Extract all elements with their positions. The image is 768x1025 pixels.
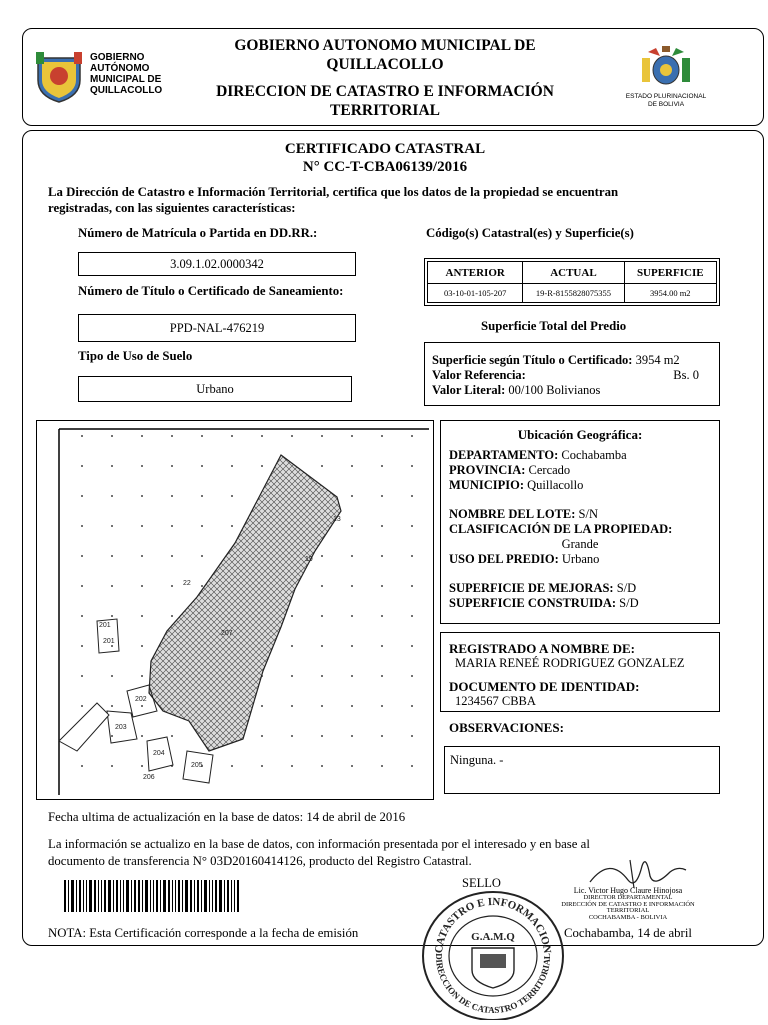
uso-value: Urbano (78, 376, 352, 402)
registro-doc-label: DOCUMENTO DE IDENTIDAD: (449, 679, 640, 694)
firma-line-1: Lic. Victor Hugo Claure Hinojosa (573, 886, 683, 895)
map-label-205: 205 (191, 762, 203, 769)
info-line-2: documento de transferencia N° 03D20160414126, producto del Registro Catastral. (48, 854, 472, 868)
matricula-label: Número de Matrícula o Partida en DD.RR.: (78, 226, 318, 240)
codes-actual: 19-R-8155828075355 (523, 284, 624, 303)
mejoras-value: S/D (616, 581, 637, 595)
header-title-1: GOBIERNO AUTONOMO MUNICIPAL DE (234, 37, 536, 54)
stamp-bottom-text: DIRECCION DE CATASTRO TERRITORIAL (433, 953, 553, 1016)
municipal-shield-icon (32, 48, 86, 104)
clasificacion-label: CLASIFICACIÓN DE LA PROPIEDAD: (449, 522, 673, 536)
superficie-box (424, 342, 720, 406)
superficie-titulo-label: Superficie según Título o Certificado: (432, 353, 633, 367)
intro-line-1: La Dirección de Catastro e Información Territorial, certifica que los datos de la propiedad se encuentran (48, 185, 619, 199)
superficie-literal-value: 00/100 Bolivianos (508, 383, 601, 397)
observaciones-box: Ninguna. - (444, 746, 720, 794)
uso-predio-value: Urbano (561, 552, 600, 566)
map-label-22: 22 (183, 580, 191, 587)
intro-line-2: registradas, con las siguientes características: (48, 201, 296, 215)
certificate-title: CERTIFICADO CATASTRAL (284, 141, 486, 157)
lote-label: NOMBRE DEL LOTE: (449, 507, 576, 521)
codes-header-superficie: SUPERFICIE (624, 262, 717, 284)
map-label-13: 13 (333, 516, 341, 523)
stamp-top-text: CATASTRO E INFORMACION (432, 895, 554, 954)
codes-header-anterior: ANTERIOR (428, 262, 523, 284)
firma-line-5: COCHABAMBA - BOLIVIA (588, 913, 668, 921)
titulo-value: PPD-NAL-476219 (78, 314, 356, 342)
barcode (64, 880, 314, 914)
map-label-201b: 201 (103, 638, 115, 645)
info-line-1: La información se actualizo en la base de datos, con información presentada por el interesado y en base al (48, 837, 590, 851)
firma-line-2: DIRECTOR DEPARTAMENTAL (583, 894, 673, 901)
firma-line-3: DIRECCIÓN DE CATASTRO E INFORMACIÓN (561, 900, 695, 908)
registro-nombre-label: REGISTRADO A NOMBRE DE: (449, 641, 635, 656)
map-label-201a: 201 (99, 622, 111, 629)
provincia-value: Cercado (528, 463, 571, 477)
departamento-value: Cochabamba (561, 448, 627, 462)
header-title-2: QUILLACOLLO (326, 56, 444, 73)
map-label-202: 202 (135, 696, 147, 703)
uso-predio-label: USO DEL PREDIO: (449, 552, 559, 566)
registro-doc-value: 1234567 CBBA (455, 694, 536, 708)
firma-line-4: TERRITORIAL (606, 907, 650, 914)
superficie-ref-value: Bs. 0 (673, 368, 699, 382)
codes-header-actual: ACTUAL (523, 262, 624, 284)
ciudad-fecha: Cochabamba, 14 de abril (564, 926, 692, 940)
codes-label: Código(s) Catastral(es) y Superficie(s) (426, 226, 634, 240)
map-label-203: 203 (115, 724, 127, 731)
superficie-label: Superficie Total del Predio (481, 319, 627, 333)
ubicacion-box (440, 420, 720, 624)
sello-label: SELLO (462, 876, 501, 890)
matricula-value: 3.09.1.02.0000342 (78, 252, 356, 276)
map-label-207: 207 (221, 630, 233, 637)
logo-text-line-4: QUILLACOLLO (90, 85, 163, 96)
codes-anterior: 03-10-01-105-207 (428, 284, 523, 303)
map-label-206: 206 (143, 774, 155, 781)
observaciones-label: OBSERVACIONES: (449, 720, 564, 735)
official-stamp (420, 886, 566, 1020)
titulo-label: Número de Título o Certificado de Saneamiento: (78, 284, 344, 298)
ubicacion-title: Ubicación Geográfica: (517, 427, 643, 442)
logo-text-line-2: AUTÓNOMO (90, 63, 150, 74)
municipio-label: MUNICIPIO: (449, 478, 524, 492)
superficie-titulo-value: 3954 m2 (635, 353, 680, 367)
bolivia-logo (616, 44, 716, 110)
departamento-label: DEPARTAMENTO: (449, 448, 559, 462)
construida-value: S/D (619, 596, 639, 610)
bolivia-text-1: ESTADO PLURINACIONAL (625, 93, 707, 100)
logo-text-line-3: MUNICIPAL DE (90, 74, 162, 85)
codes-table (427, 261, 717, 303)
stamp-mid-text: G.A.M.Q (471, 931, 515, 943)
map-svg (37, 421, 434, 800)
map-label-204: 204 (153, 750, 165, 757)
cadastral-map (36, 420, 434, 800)
construida-label: SUPERFICIE CONSTRUIDA: (449, 596, 617, 610)
logo-text-line-1: GOBIERNO (90, 52, 145, 63)
superficie-ref-label: Valor Referencia: (432, 368, 526, 382)
provincia-label: PROVINCIA: (449, 463, 526, 477)
registro-nombre-value: MARIA RENEÉ RODRIGUEZ GONZALEZ (455, 656, 685, 670)
clasificacion-value: Grande (561, 537, 599, 551)
header-title-3: DIRECCION DE CATASTRO E INFORMACIÓN (216, 83, 554, 100)
registro-box (440, 632, 720, 712)
mejoras-label: SUPERFICIE DE MEJORAS: (449, 581, 614, 595)
municipal-logo (32, 48, 182, 104)
uso-label: Tipo de Uso de Suelo (78, 349, 193, 363)
map-label-19: 19 (305, 556, 313, 563)
nota-text: NOTA: Esta Certificación corresponde a la fecha de emisión (48, 926, 359, 940)
superficie-literal-label: Valor Literal: (432, 383, 506, 397)
header-title-4: TERRITORIAL (330, 102, 440, 119)
codes-table-wrap (424, 258, 720, 306)
certificate-number: N° CC-T-CBA06139/2016 (302, 159, 468, 175)
codes-superficie: 3954.00 m2 (624, 284, 717, 303)
lote-value: S/N (578, 507, 598, 521)
fecha-actualizacion: Fecha ultima de actualización en la base de datos: 14 de abril de 2016 (48, 810, 406, 824)
bolivia-text-2: DE BOLIVIA (647, 101, 685, 108)
bolivia-coat-of-arms-icon (638, 44, 694, 88)
municipio-value: Quillacollo (527, 478, 584, 492)
